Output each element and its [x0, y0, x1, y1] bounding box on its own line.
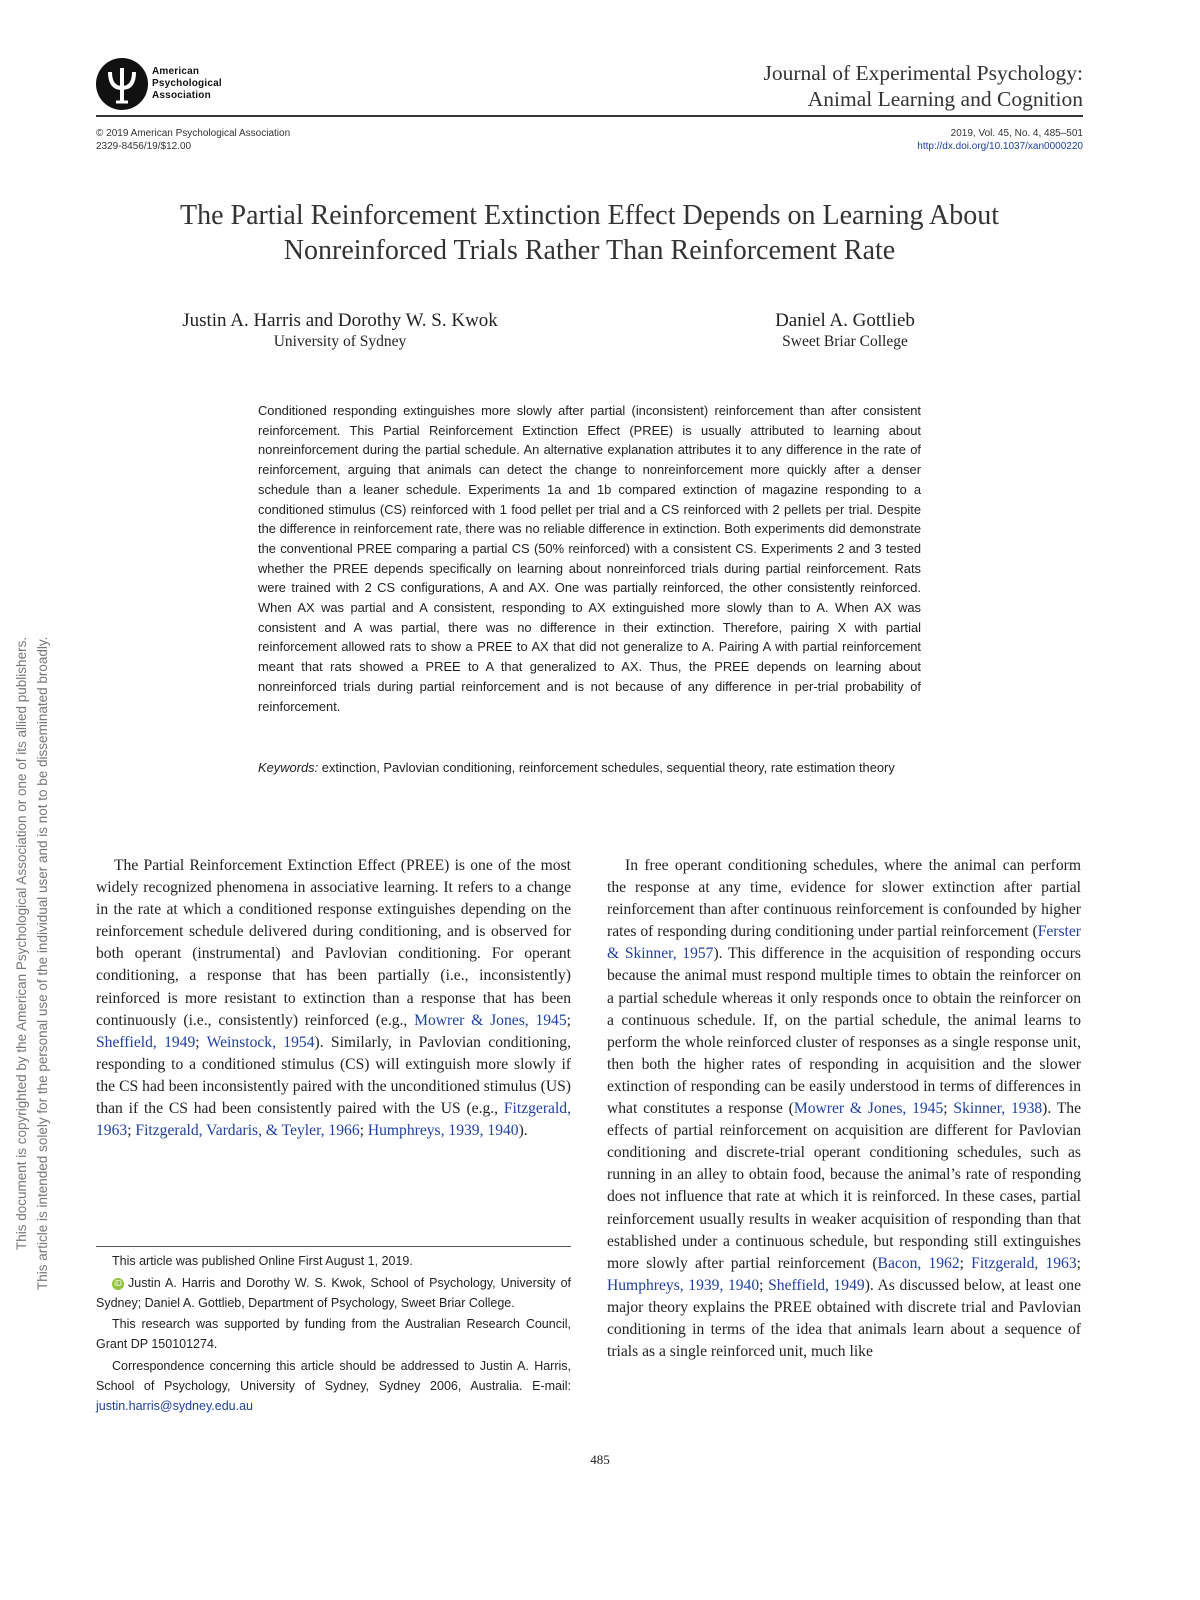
footnotes	[96, 1252, 571, 1418]
header-rule	[96, 115, 1083, 117]
author-group-2	[740, 310, 950, 352]
publisher-line-3: Association	[152, 90, 211, 101]
text-run: ;	[1076, 1254, 1081, 1272]
citation: 2019, Vol. 45, No. 4, 485–501	[950, 128, 1083, 139]
citation-link[interactable]: Mowrer & Jones, 1945	[793, 1100, 944, 1118]
keywords-list: extinction, Pavlovian conditioning, reinforcement schedules, sequential theory, rate estimation theory	[321, 760, 895, 775]
authors-1: Justin A. Harris and Dorothy W. S. Kwok	[182, 310, 498, 331]
journal-name	[764, 60, 1083, 112]
footnote-correspondence	[96, 1357, 571, 1416]
text-run: ;	[943, 1100, 954, 1118]
copyright-side-notice: This document is copyrighted by the American Psychological Association or one of its allied publishers.	[14, 636, 29, 1250]
text-run: ). The effects of partial reinforcement on acquisition are different for Pavlovian conditioning and discrete-trial operant conditioning schedules, such as running in an alley to obtain food, because the animal’s rate of responding does not influence that rate at which it is reinforced. In these cases, partial reinforcement usually results in weaker acquisition of responding than that established under a continuous schedule, but responding still extinguishes more slowly after partial reinforcement (	[607, 1100, 1082, 1272]
text-run: ). This difference in the acquisition of responding occurs because the animal must respond multiple times to obtain the reinforcer on a partial schedule whereas it only responds once to obtain the reinforcer on a continuous schedule. If, on the partial schedule, the animal learns to perform the whole reinforced cluster of responses as a single response unit, then both the higher rates of responding in acquisition and the slower extinction of responding can be easily understood in terms of differences in what constitutes a response (	[607, 945, 1081, 1118]
citation-link[interactable]: Humphreys, 1939, 1940	[607, 1276, 760, 1294]
affiliation-1: University of Sydney	[273, 333, 407, 350]
author-group-1	[140, 310, 540, 352]
intro-paragraph-left	[96, 855, 571, 1142]
text-run: ;	[959, 1254, 972, 1272]
publisher-line-1: American	[152, 66, 200, 77]
text-run: ). Similarly, in Pavlovian conditioning, responding to a conditioned stimulus (CS) will extinguish more slowly if the CS had been inconsistently paired with the unconditioned stimulus (US) than if the CS had been consistently paired with the US (e.g.,	[96, 1033, 571, 1118]
citation-link[interactable]: Humphreys, 1939, 1940	[367, 1122, 519, 1140]
abstract: Conditioned responding extinguishes more slowly after partial (inconsistent) reinforcement than after consistent reinforcement. This Partial Reinforcement Extinction Effect (PREE) is usually attributed to learning about nonreinforcement during the partial schedule. An alternative explanation attributes it to any difference in the rate of reinforcement, arguing that animals can detect the change to nonreinforcement more quickly after a denser schedule than a leaner schedule. Experiments 1a and 1b compared extinction of magazine responding to a conditioned stimulus (CS) reinforced with 1 food pellet per trial and a CS reinforced with 2 pellets per trial. Despite the difference in reinforcement rate, there was no reliable difference in extinction. Both experiments did demonstrate the conventional PREE comparing a partial CS (50% reinforced) with a consistent CS. Experiments 2 and 3 tested whether the PREE depends specifically on learning about nonreinforced trials during partial reinforcement. Rats were trained with 2 CS configurations, A and AX. One was partially reinforced, the other consistently reinforced. When AX was partial and A consistent, responding to AX extinguished more slowly than to A. When AX was consistent and A was partial, there was no difference in their extinction. Therefore, pairing X with partial reinforcement allowed rats to show a PREE to AX that did not generalize to A. Pairing A with partial reinforcement meant that rats showed a PREE to A that generalized to AX. Thus, the PREE depends on learning about nonreinforced trials during partial reinforcement and is not because of any difference in per-trial probability of reinforcement.	[258, 403, 921, 714]
citation-link[interactable]: Sheffield, 1949	[96, 1033, 196, 1051]
journal-line-1: Journal of Experimental Psychology:	[763, 61, 1083, 85]
text-run: ;	[566, 1011, 571, 1029]
text-run: ;	[359, 1122, 368, 1140]
text-run: In free operant conditioning schedules, where the animal can perform the response at any time, evidence for slower extinction after partial reinforcement than after continuous reinforcement is confounded by higher rates of responding during conditioning under partial reinforcement (	[607, 857, 1081, 941]
text-run: ;	[127, 1122, 136, 1140]
page-number: 485	[590, 1452, 610, 1467]
citation-link[interactable]: Bacon, 1962	[877, 1254, 960, 1272]
citation-link[interactable]: Mowrer & Jones, 1945	[414, 1011, 567, 1029]
correspondence-text: Correspondence concerning this article should be addressed to Justin A. Harris, School of Psychology, University of Sydney, Sydney 2006, Australia. E-mail:	[96, 1358, 571, 1393]
text-run: ;	[195, 1033, 207, 1051]
citation-link[interactable]: Fitzgerald, Vardaris, & Teyler, 1966	[135, 1122, 360, 1140]
citation-link[interactable]: Weinstock, 1954	[206, 1033, 315, 1051]
affiliations-text: Justin A. Harris and Dorothy W. S. Kwok, School of Psychology, University of Sydney; Daniel A. Gottlieb, Department of Psychology, Sweet Briar College.	[96, 1275, 571, 1310]
publisher-line-2: Psychological	[152, 78, 222, 89]
apa-logo	[96, 58, 236, 114]
usage-side-notice: This article is intended solely for the personal use of the individual user and is not to be disseminated broadly.	[35, 636, 50, 1290]
citation-link[interactable]: Fitzgerald, 1963	[971, 1254, 1077, 1272]
text-run: The Partial Reinforcement Extinction Effect (PREE) is one of the most widely recognized phenomena in associative learning. It refers to a change in the rate at which a conditioned response extinguishes depending on the reinforcement schedule delivered during conditioning, and is observed for both operant (instrumental) and Pavlovian conditioning. For operant conditioning, a response that has been partially (i.e., inconsistently) reinforced is more resistant to extinction than a response that has been continuously (i.e., consistently) reinforced (e.g.,	[96, 857, 571, 1029]
citation-block	[917, 127, 1083, 153]
footnote-funding: This research was supported by funding from the Australian Research Council, Grant DP 150101274.	[96, 1317, 571, 1352]
citation-link[interactable]: Sheffield, 1949	[768, 1276, 865, 1294]
footnote-rule	[96, 1246, 571, 1247]
text-run: ). As discussed below, at least one major theory explains the PREE obtained with discrete trial and Pavlovian conditioning in terms of the idea that animals learn about a sequence of trials as a single reinforced unit, much like	[607, 1276, 1082, 1361]
psi-logo-icon	[96, 58, 148, 110]
copyright-block	[96, 127, 290, 153]
title-line-1: The Partial Reinforcement Extinction Effect Depends on Learning About	[179, 200, 999, 231]
affiliation-2: Sweet Briar College	[782, 333, 908, 350]
copyright: © 2019 American Psychological Association	[96, 128, 291, 139]
citation-link[interactable]: Skinner, 1938	[953, 1100, 1043, 1118]
footnote-published: This article was published Online First August 1, 2019.	[112, 1254, 413, 1268]
doi-link[interactable]: http://dx.doi.org/10.1037/xan0000220	[917, 141, 1083, 152]
title-line-2: Nonreinforced Trials Rather Than Reinforcement Rate	[283, 235, 896, 266]
text-run: ;	[759, 1276, 769, 1294]
journal-line-2: Animal Learning and Cognition	[807, 87, 1083, 111]
keywords	[258, 758, 921, 778]
citation-link[interactable]: Fitzgerald, 1963	[96, 1100, 571, 1140]
keywords-label: Keywords:	[258, 760, 319, 775]
issn: 2329-8456/19/$12.00	[96, 141, 192, 152]
email-link[interactable]: justin.harris@sydney.edu.au	[96, 1398, 253, 1413]
intro-paragraph-right	[607, 855, 1081, 1363]
authors-2: Daniel A. Gottlieb	[775, 310, 915, 331]
article-title	[96, 198, 1083, 268]
citation-link[interactable]: Ferster & Skinner, 1957	[607, 923, 1081, 963]
text-run: ).	[518, 1122, 528, 1140]
footnote-affiliations	[96, 1274, 571, 1314]
orcid-icon[interactable]: iD	[112, 1278, 124, 1290]
